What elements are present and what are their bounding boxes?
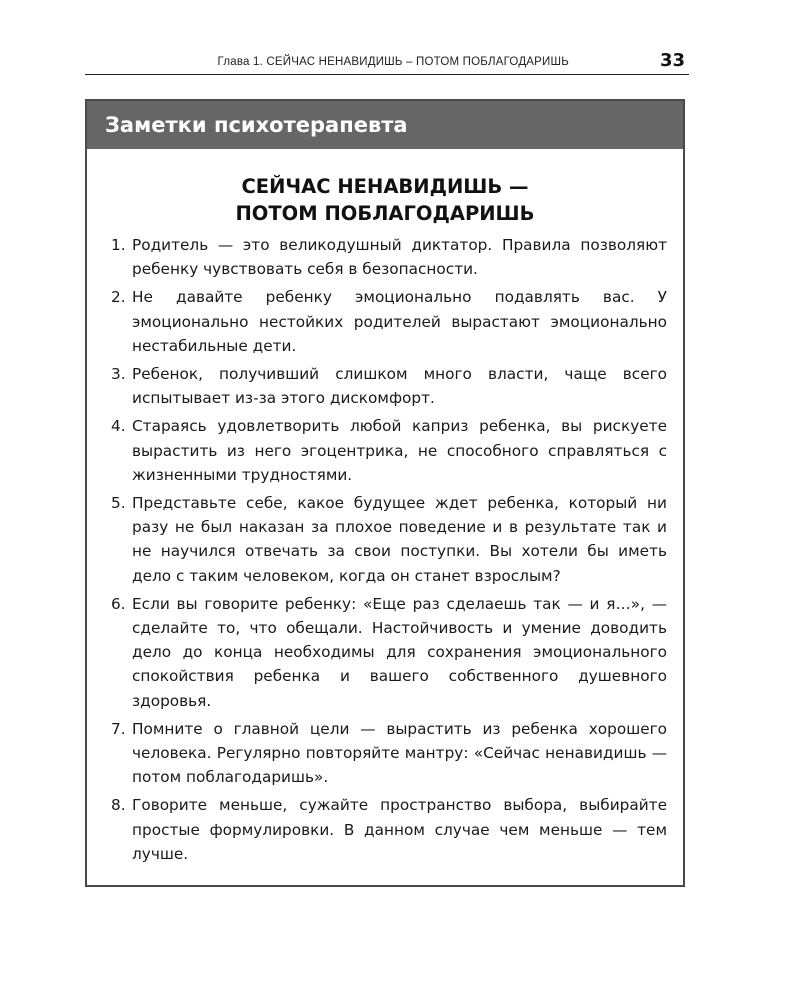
therapist-notes-box bbox=[85, 99, 685, 887]
rule-number: 2. bbox=[111, 288, 126, 307]
rule-text: Стараясь удовлетворить любой каприз ребенка, вы рискуете вырастить из него эгоцентрика, не способного справляться с жизненными трудностями. bbox=[132, 417, 667, 484]
page-number: 33 bbox=[659, 50, 685, 71]
rule-text: Родитель — это великодушный диктатор. Правила позволяют ребенку чувствовать себя в безопасности. bbox=[132, 236, 667, 279]
box-title bbox=[87, 173, 683, 227]
rule-item-4 bbox=[111, 414, 667, 487]
rule-number: 5. bbox=[111, 494, 126, 513]
rule-text: Если вы говорите ребенку: «Еще раз сделаешь так — и я…», — сделайте то, что обещали. Настойчивость и умение доводить дело до конца необходимы для сохранения эмоционального спокойствия ребенка и вашего собственного душевного здоровья. bbox=[132, 594, 667, 710]
rule-item-7 bbox=[111, 717, 667, 790]
rule-item-8 bbox=[111, 793, 667, 866]
rule-number: 3. bbox=[111, 365, 126, 384]
rule-number: 8. bbox=[111, 796, 126, 815]
rule-item-6 bbox=[111, 592, 667, 713]
rule-text: Помните о главной цели — вырастить из ребенка хорошего человека. Регулярно повторяйте мантру: «Сейчас ненавидишь — потом поблагодаришь». bbox=[132, 719, 667, 787]
rule-number: 6. bbox=[111, 594, 126, 613]
running-head bbox=[85, 50, 689, 75]
rule-item-1 bbox=[111, 233, 667, 281]
rule-number: 4. bbox=[111, 417, 126, 436]
rule-text: Ребенок, получивший слишком много власти, чаще всего испытывает из-за этого дискомфорт. bbox=[132, 365, 667, 408]
box-title-line-2: ПОТОМ ПОБЛАГОДАРИШЬ bbox=[235, 202, 535, 225]
rule-text: Представьте себе, какое будущее ждет ребенка, который ни разу не был наказан за плохое поведение и в результате так и не научился отвечать за свои поступки. Вы хотели бы иметь дело с таким человеком, когда он станет взрослым? bbox=[132, 494, 667, 585]
running-head-title: Глава 1. СЕЙЧАС НЕНАВИДИШЬ – ПОТОМ ПОБЛАГОДАРИШЬ bbox=[217, 56, 569, 68]
rule-item-2 bbox=[111, 285, 667, 358]
rule-number: 7. bbox=[111, 719, 126, 738]
rule-item-3 bbox=[111, 362, 667, 410]
box-title-line-1: СЕЙЧАС НЕНАВИДИШЬ — bbox=[241, 175, 529, 198]
rules-list bbox=[87, 233, 683, 866]
rule-text: Говорите меньше, сужайте пространство выбора, выбирайте простые формулировки. В данном случае чем меньше — тем лучше. bbox=[132, 796, 667, 863]
rule-text: Не давайте ребенку эмоционально подавлять вас. У эмоционально нестойких родителей вырастают эмоционально нестабильные дети. bbox=[132, 288, 667, 355]
box-header: Заметки психотерапевта bbox=[87, 101, 683, 149]
rule-number: 1. bbox=[111, 236, 126, 254]
rule-item-5 bbox=[111, 491, 667, 588]
